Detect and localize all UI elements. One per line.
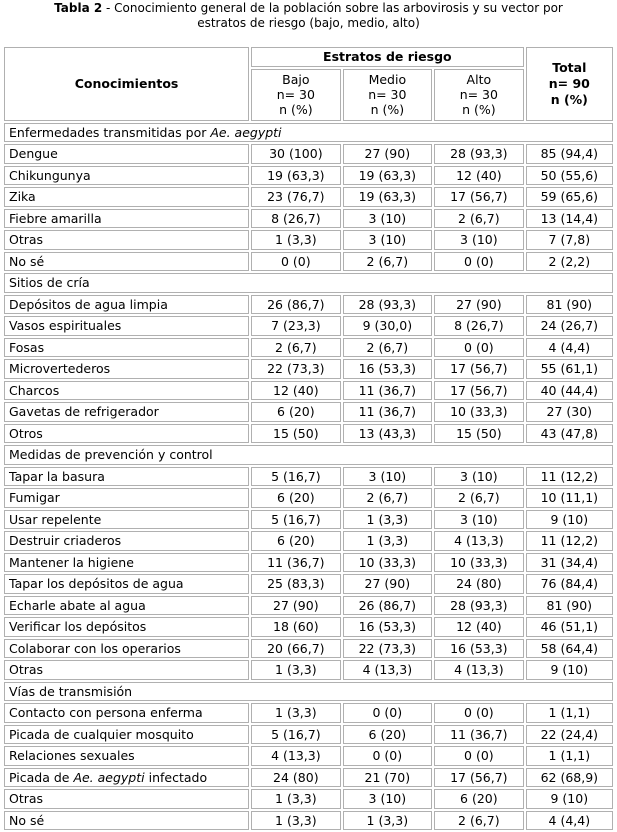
cell-total: 9 (10) [526, 789, 613, 809]
cell-total: 7 (7,8) [526, 230, 613, 250]
row-label: Verificar los depósitos [4, 617, 249, 637]
cell-bajo: 26 (86,7) [251, 295, 341, 315]
cell-bajo: 20 (66,7) [251, 639, 341, 659]
cell-medio: 6 (20) [343, 725, 433, 745]
table-row [4, 467, 613, 487]
table-row [4, 488, 613, 508]
row-label: Picada de cualquier mosquito [4, 725, 249, 745]
cell-alto: 0 (0) [434, 338, 524, 358]
cell-medio: 4 (13,3) [343, 660, 433, 680]
cell-total: 81 (90) [526, 596, 613, 616]
table-row [4, 574, 613, 594]
header-alto: Alto n= 30 n (%) [434, 69, 524, 121]
table-row [4, 424, 613, 444]
table-row [4, 789, 613, 809]
row-label: Depósitos de agua limpia [4, 295, 249, 315]
cell-alto: 0 (0) [434, 703, 524, 723]
cell-bajo: 5 (16,7) [251, 510, 341, 530]
row-label: Vasos espirituales [4, 316, 249, 336]
cell-medio: 3 (10) [343, 789, 433, 809]
table-row [4, 553, 613, 573]
table-row [4, 381, 613, 401]
cell-total: 81 (90) [526, 295, 613, 315]
header-bajo: Bajo n= 30 n (%) [251, 69, 341, 121]
row-label: Chikungunya [4, 166, 249, 186]
cell-bajo: 24 (80) [251, 768, 341, 788]
knowledge-table [2, 45, 615, 832]
table-row [4, 703, 613, 723]
cell-alto: 11 (36,7) [434, 725, 524, 745]
section-row [4, 273, 613, 293]
table-row [4, 252, 613, 272]
cell-alto: 3 (10) [434, 467, 524, 487]
cell-medio: 1 (3,3) [343, 510, 433, 530]
cell-alto: 2 (6,7) [434, 488, 524, 508]
table-row [4, 295, 613, 315]
cell-alto: 28 (93,3) [434, 596, 524, 616]
row-label: Fumigar [4, 488, 249, 508]
cell-total: 1 (1,1) [526, 703, 613, 723]
header-medio: Medio n= 30 n (%) [343, 69, 433, 121]
cell-medio: 2 (6,7) [343, 338, 433, 358]
row-label: Zika [4, 187, 249, 207]
cell-alto: 17 (56,7) [434, 359, 524, 379]
cell-total: 4 (4,4) [526, 811, 613, 831]
cell-total: 11 (12,2) [526, 531, 613, 551]
cell-total: 55 (61,1) [526, 359, 613, 379]
cell-total: 62 (68,9) [526, 768, 613, 788]
table-row [4, 187, 613, 207]
table-row [4, 811, 613, 831]
header-conocimientos: Conocimientos [4, 47, 249, 121]
cell-bajo: 19 (63,3) [251, 166, 341, 186]
table-row [4, 359, 613, 379]
row-label: Microvertederos [4, 359, 249, 379]
section-title: Enfermedades transmitidas por Ae. aegypti [4, 123, 613, 143]
header-estratos: Estratos de riesgo [251, 47, 524, 67]
cell-total: 9 (10) [526, 510, 613, 530]
cell-total: 85 (94,4) [526, 144, 613, 164]
cell-alto: 17 (56,7) [434, 768, 524, 788]
cell-alto: 0 (0) [434, 746, 524, 766]
table-row [4, 338, 613, 358]
cell-alto: 12 (40) [434, 166, 524, 186]
cell-alto: 8 (26,7) [434, 316, 524, 336]
cell-bajo: 0 (0) [251, 252, 341, 272]
cell-bajo: 5 (16,7) [251, 725, 341, 745]
table-row [4, 510, 613, 530]
cell-bajo: 5 (16,7) [251, 467, 341, 487]
table-row [4, 768, 613, 788]
cell-total: 9 (10) [526, 660, 613, 680]
cell-alto: 12 (40) [434, 617, 524, 637]
cell-total: 4 (4,4) [526, 338, 613, 358]
cell-total: 46 (51,1) [526, 617, 613, 637]
cell-bajo: 12 (40) [251, 381, 341, 401]
cell-alto: 0 (0) [434, 252, 524, 272]
cell-alto: 17 (56,7) [434, 187, 524, 207]
row-label: Relaciones sexuales [4, 746, 249, 766]
cell-total: 76 (84,4) [526, 574, 613, 594]
cell-bajo: 1 (3,3) [251, 703, 341, 723]
cell-bajo: 11 (36,7) [251, 553, 341, 573]
caption-label: Tabla 2 [54, 1, 103, 15]
row-label: Echarle abate al agua [4, 596, 249, 616]
row-label: Usar repelente [4, 510, 249, 530]
table-row [4, 316, 613, 336]
cell-medio: 0 (0) [343, 746, 433, 766]
row-label: No sé [4, 252, 249, 272]
row-label: Colaborar con los operarios [4, 639, 249, 659]
row-label: Charcos [4, 381, 249, 401]
row-label: Contacto con persona enferma [4, 703, 249, 723]
cell-medio: 19 (63,3) [343, 187, 433, 207]
cell-bajo: 18 (60) [251, 617, 341, 637]
table-row [4, 660, 613, 680]
cell-alto: 24 (80) [434, 574, 524, 594]
row-label: Dengue [4, 144, 249, 164]
table-row [4, 531, 613, 551]
cell-bajo: 25 (83,3) [251, 574, 341, 594]
row-label: Otras [4, 230, 249, 250]
cell-alto: 3 (10) [434, 510, 524, 530]
cell-medio: 1 (3,3) [343, 531, 433, 551]
cell-medio: 3 (10) [343, 209, 433, 229]
cell-alto: 10 (33,3) [434, 553, 524, 573]
cell-total: 2 (2,2) [526, 252, 613, 272]
cell-alto: 15 (50) [434, 424, 524, 444]
section-title: Medidas de prevención y control [4, 445, 613, 465]
cell-bajo: 1 (3,3) [251, 789, 341, 809]
cell-medio: 3 (10) [343, 467, 433, 487]
cell-bajo: 6 (20) [251, 531, 341, 551]
cell-bajo: 22 (73,3) [251, 359, 341, 379]
cell-medio: 11 (36,7) [343, 381, 433, 401]
cell-bajo: 6 (20) [251, 402, 341, 422]
cell-total: 59 (65,6) [526, 187, 613, 207]
cell-total: 43 (47,8) [526, 424, 613, 444]
cell-medio: 19 (63,3) [343, 166, 433, 186]
table-row [4, 230, 613, 250]
row-label: Mantener la higiene [4, 553, 249, 573]
row-label: Gavetas de refrigerador [4, 402, 249, 422]
cell-medio: 22 (73,3) [343, 639, 433, 659]
cell-total: 40 (44,4) [526, 381, 613, 401]
cell-bajo: 7 (23,3) [251, 316, 341, 336]
table-caption [0, 0, 617, 45]
cell-bajo: 6 (20) [251, 488, 341, 508]
cell-medio: 27 (90) [343, 574, 433, 594]
cell-alto: 10 (33,3) [434, 402, 524, 422]
cell-bajo: 23 (76,7) [251, 187, 341, 207]
cell-medio: 10 (33,3) [343, 553, 433, 573]
cell-alto: 16 (53,3) [434, 639, 524, 659]
section-title: Vías de transmisión [4, 682, 613, 702]
table-row [4, 209, 613, 229]
row-label: Tapar los depósitos de agua [4, 574, 249, 594]
row-label: Tapar la basura [4, 467, 249, 487]
cell-bajo: 1 (3,3) [251, 660, 341, 680]
table-row [4, 144, 613, 164]
section-row [4, 123, 613, 143]
cell-total: 1 (1,1) [526, 746, 613, 766]
caption-line2: estratos de riesgo (bajo, medio, alto) [197, 16, 420, 30]
cell-bajo: 2 (6,7) [251, 338, 341, 358]
cell-total: 10 (11,1) [526, 488, 613, 508]
cell-bajo: 4 (13,3) [251, 746, 341, 766]
cell-alto: 27 (90) [434, 295, 524, 315]
header-total: Total n= 90 n (%) [526, 47, 613, 121]
cell-medio: 1 (3,3) [343, 811, 433, 831]
row-label: Fiebre amarilla [4, 209, 249, 229]
cell-bajo: 15 (50) [251, 424, 341, 444]
cell-alto: 17 (56,7) [434, 381, 524, 401]
cell-bajo: 8 (26,7) [251, 209, 341, 229]
cell-medio: 9 (30,0) [343, 316, 433, 336]
cell-medio: 11 (36,7) [343, 402, 433, 422]
cell-alto: 2 (6,7) [434, 811, 524, 831]
cell-medio: 3 (10) [343, 230, 433, 250]
cell-total: 27 (30) [526, 402, 613, 422]
table-row [4, 402, 613, 422]
cell-medio: 16 (53,3) [343, 617, 433, 637]
cell-medio: 2 (6,7) [343, 488, 433, 508]
cell-medio: 2 (6,7) [343, 252, 433, 272]
row-label: Otras [4, 789, 249, 809]
table-row [4, 596, 613, 616]
section-row [4, 445, 613, 465]
cell-total: 22 (24,4) [526, 725, 613, 745]
table-row [4, 166, 613, 186]
cell-medio: 26 (86,7) [343, 596, 433, 616]
row-label: Otras [4, 660, 249, 680]
row-label: Fosas [4, 338, 249, 358]
section-row [4, 682, 613, 702]
cell-medio: 13 (43,3) [343, 424, 433, 444]
cell-total: 31 (34,4) [526, 553, 613, 573]
cell-bajo: 27 (90) [251, 596, 341, 616]
cell-bajo: 30 (100) [251, 144, 341, 164]
cell-medio: 21 (70) [343, 768, 433, 788]
section-title: Sitios de cría [4, 273, 613, 293]
cell-alto: 28 (93,3) [434, 144, 524, 164]
row-label: Otros [4, 424, 249, 444]
table-row [4, 746, 613, 766]
caption-text: - Conocimiento general de la población sobre las arbovirosis y su vector por [102, 1, 563, 15]
cell-alto: 4 (13,3) [434, 531, 524, 551]
table-row [4, 617, 613, 637]
cell-alto: 2 (6,7) [434, 209, 524, 229]
cell-alto: 4 (13,3) [434, 660, 524, 680]
cell-bajo: 1 (3,3) [251, 811, 341, 831]
row-label: Picada de Ae. aegypti infectado [4, 768, 249, 788]
header-row-1 [4, 47, 613, 67]
cell-total: 11 (12,2) [526, 467, 613, 487]
cell-alto: 3 (10) [434, 230, 524, 250]
cell-total: 58 (64,4) [526, 639, 613, 659]
cell-total: 24 (26,7) [526, 316, 613, 336]
cell-bajo: 1 (3,3) [251, 230, 341, 250]
row-label: Destruir criaderos [4, 531, 249, 551]
row-label: No sé [4, 811, 249, 831]
cell-medio: 28 (93,3) [343, 295, 433, 315]
cell-alto: 6 (20) [434, 789, 524, 809]
cell-total: 50 (55,6) [526, 166, 613, 186]
cell-total: 13 (14,4) [526, 209, 613, 229]
table-row [4, 725, 613, 745]
cell-medio: 16 (53,3) [343, 359, 433, 379]
cell-medio: 0 (0) [343, 703, 433, 723]
cell-medio: 27 (90) [343, 144, 433, 164]
table-row [4, 639, 613, 659]
